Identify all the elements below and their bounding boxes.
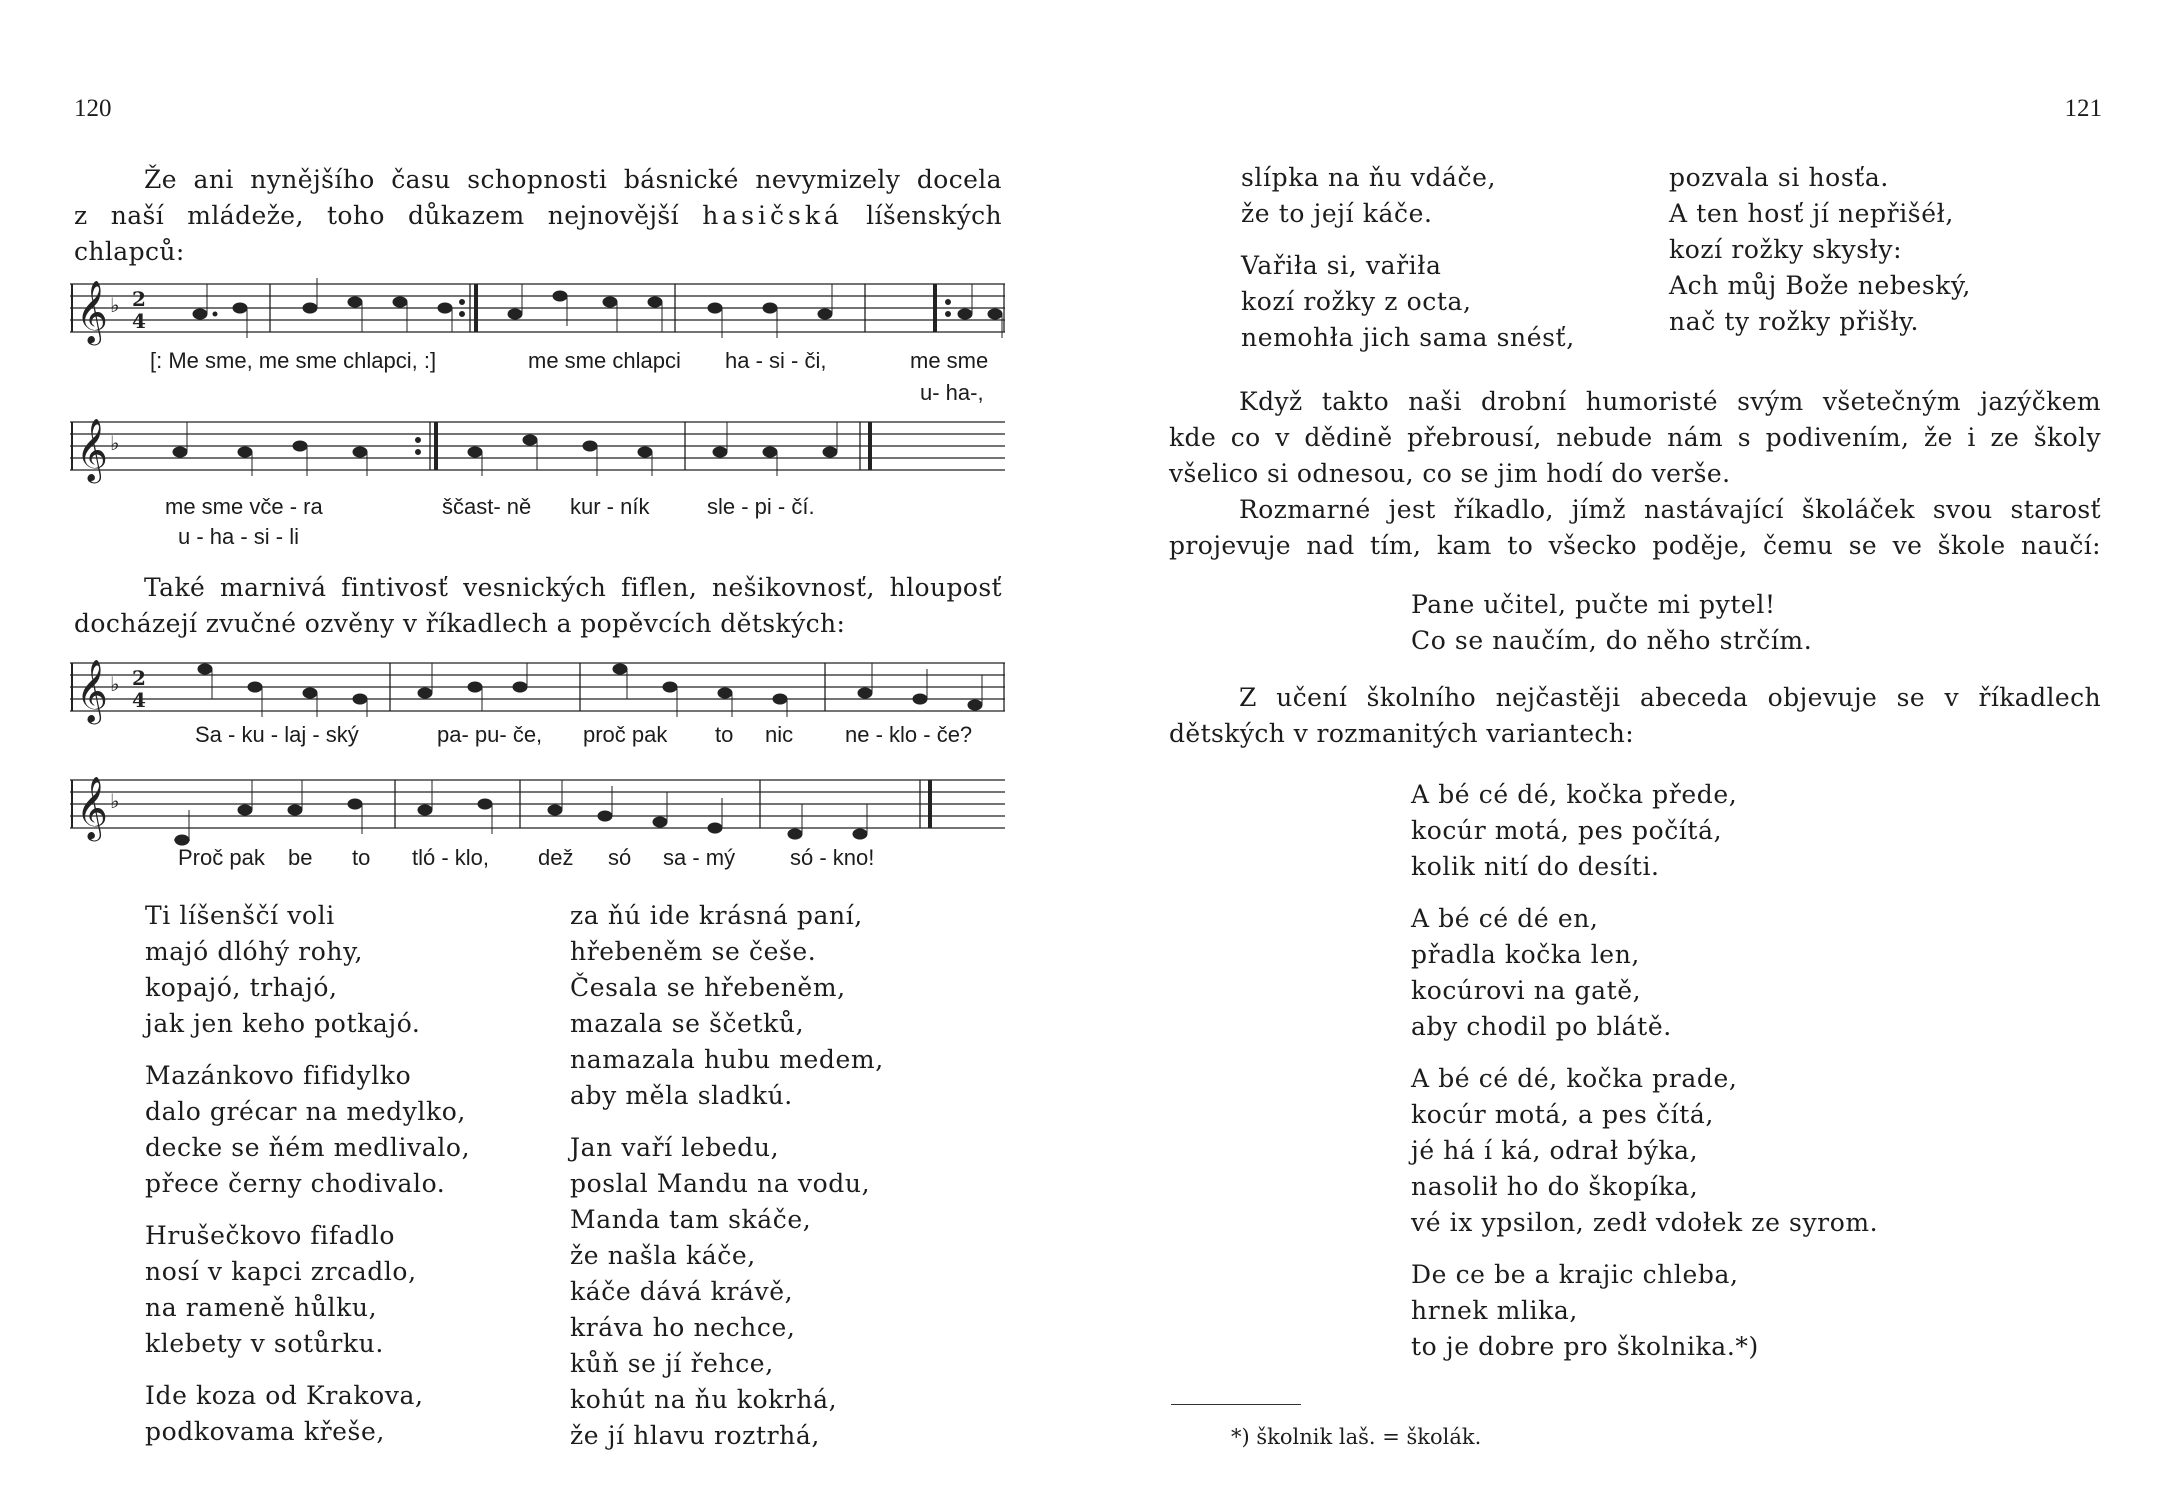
middle-paragraph — [74, 570, 1002, 642]
stanza: De ce be a krajic chleba, hrnek mlika, to je dobre pro školnika.*) — [1411, 1260, 1759, 1361]
paragraph-humoriste: Když takto naši drobní humoristé svým všetečným jazýčkem kde co v dědině přebrousí, nebude nám s podivením, že i ze školy všelico si odnesou, co se jim hodí do verše. — [1169, 387, 2101, 488]
stanza: A bé cé dé, kočka prade, kocúr motá, a pes čítá, jé há í ká, odrał býka, nasolił ho do škopíka, vé ix ypsilon, zedł vdołek ze syrom. — [1411, 1064, 1879, 1237]
intro-line-3: chlapců: — [74, 237, 185, 266]
song1-lyrics-row1-alt: u- ha-, — [920, 380, 984, 405]
music-staff-song1-row2 — [70, 410, 1010, 490]
svg-text:4: 4 — [132, 309, 146, 333]
page-number-right: 121 — [2064, 95, 2102, 122]
footnote-divider — [1171, 1404, 1301, 1405]
intro-line-1: Že ani nynějšího času schopnosti básnické nevymizely docela — [144, 165, 1002, 194]
stanza: Ide koza od Krakova, podkovama křeše, — [145, 1381, 424, 1446]
music-staff-song2-row2 — [70, 768, 1010, 852]
svg-text:♭: ♭ — [110, 431, 120, 455]
svg-text:𝄞: 𝄞 — [76, 418, 108, 481]
svg-text:♭: ♭ — [110, 672, 120, 696]
music-staff-song1-row1 — [70, 272, 1010, 352]
middle-line-1: Také marnivá fintivosť vesnických fiflen, nešikovnosť, hlouposť — [144, 573, 1002, 602]
abeceda-rhymes — [1411, 777, 1878, 1381]
middle-line-2: docházejí zvučné ozvěny v říkadlech a popěvcích dětských: — [74, 609, 846, 638]
intro-line-2: z naší mládeže, toho důkazem nejnovější hasičská líšenských — [74, 201, 1002, 230]
stanza: Mazánkovo fifidylko dalo grécar na medylko, decke se ňém medlivalo, přece černy chodivalo. — [145, 1061, 471, 1198]
stanza: Ti líšenščí voli majó dlóhý rohy, kopajó, trhajó, jak jen keho potkajó. — [145, 901, 421, 1038]
poem-left-col1 — [145, 898, 470, 1466]
stanza: za ňú ide krásná paní, hřebeněm se češe. Česala se hřebeněm, mazala se ščetků, namazala hubu medem, aby měla sladkú. — [570, 901, 884, 1110]
stanza: slípka na ňu vdáče, že to její káče. — [1241, 163, 1497, 228]
paragraph-rikadlo: Rozmarné jest říkadlo, jímž nastávající školáček svou starosť projevuje nad tím, kam to všecko poděje, čemu se ve škole naučí: — [1169, 495, 2101, 560]
music-staff-song2-row1 — [70, 645, 1010, 725]
poem-left-col2 — [570, 898, 884, 1470]
left-page: 120 Že ani nynějšího času schopnosti básnické nevymizely docela z naší mládeže, toho důkazem nejnovější hasičská líšenských chlapců: 𝄞 ♭ 2 4 [: Me sme, me sme chlapci, :] me sme chlapci ha - si - či, me sme u- ha-, 𝄞 ♭ me sme vče - ra ščast- ně kur - ník sle - pi - čí. u - ha - si - li Také marnivá fintivosť vesnických fiflen, nešikovnosť, hlouposť docházejí zvučné ozvěny v říkadlech a popěvcích dětských: 𝄞 ♭ 2 4 Sa - ku - laj - ský pa- pu- če, proč pak to nic ne - klo - če? 𝄞 ♭ Proč pak be to tló - klo, dež só sa - mý só - kno! Ti líšenščí voli majó dlóhý rohy, kopajó, trhajó, jak jen keho potkajó. Mazánkovo fifidylko dalo grécar na medylko, decke se ňém medlivalo, přece černy chodivalo. Hrušečkovo fifadlo nosí v kapci zrcadlo, na rameně hůlku, klebety v sotůrku. Ide koza od Krakova, podkovama křeše, za ňú ide krásná paní, hřebeněm se češe. Česala se hřebeněm, mazala se ščetků, namazala hubu medem, aby měla sladkú. Jan vaří lebedu, poslal Mandu na vodu, Manda tam skáče, že našla káče, káče dává krávě, kráva ho nechce, kůň se jí řehce, kohút na ňu kokrhá, že jí hlavu roztrhá, — [0, 0, 1081, 1500]
svg-text:𝄞: 𝄞 — [76, 776, 108, 839]
svg-text:2: 2 — [132, 666, 146, 690]
page-number-left: 120 — [74, 95, 112, 122]
svg-text:2: 2 — [132, 287, 146, 311]
svg-text:𝄞: 𝄞 — [76, 280, 108, 343]
stanza: A bé cé dé, kočka přede, kocúr motá, pes počítá, kolik nití do desíti. — [1411, 780, 1738, 881]
footnote: *) školnik laš. = školák. — [1231, 1425, 1482, 1449]
svg-text:♭: ♭ — [110, 293, 120, 317]
emphasis-hasicska: hasičská — [702, 201, 843, 230]
stanza: A bé cé dé en, přadla kočka len, kocúrovi na gatě, aby chodil po blátě. — [1411, 904, 1672, 1041]
stanza: pozvala si hosťa. A ten hosť jí nepřišéł, kozí rožky skysły: Ach můj Bože nebeský, nač ty rožky přišły. — [1669, 163, 1971, 336]
svg-text:4: 4 — [132, 688, 146, 712]
poem-right-col2 — [1669, 160, 1971, 356]
poem-right-col1 — [1241, 160, 1575, 372]
rhyme-pane-ucitel: Pane učitel, pučte mi pytel! Co se naučím, do něho strčím. — [1411, 590, 1813, 655]
intro-paragraph — [74, 162, 1002, 270]
svg-text:♭: ♭ — [110, 789, 120, 813]
stanza: Vařiła si, vařiła kozí rožky z octa, nemohła jich sama snésť, — [1241, 251, 1575, 352]
right-page — [1081, 0, 2162, 1500]
paragraph-abeceda: Z učení školního nejčastěji abeceda objevuje se v říkadlech dětských v rozmanitých variantech: — [1169, 683, 2101, 748]
song1-lyrics-row2-alt: u - ha - si - li — [178, 524, 300, 549]
stanza: Hrušečkovo fifadlo nosí v kapci zrcadlo, na rameně hůlku, klebety v sotůrku. — [145, 1221, 417, 1358]
svg-text:𝄞: 𝄞 — [76, 659, 108, 722]
stanza: Jan vaří lebedu, poslal Mandu na vodu, Manda tam skáče, že našla káče, káče dává krávě, kráva ho nechce, kůň se jí řehce, kohút na ňu kokrhá, že jí hlavu roztrhá, — [570, 1133, 871, 1450]
